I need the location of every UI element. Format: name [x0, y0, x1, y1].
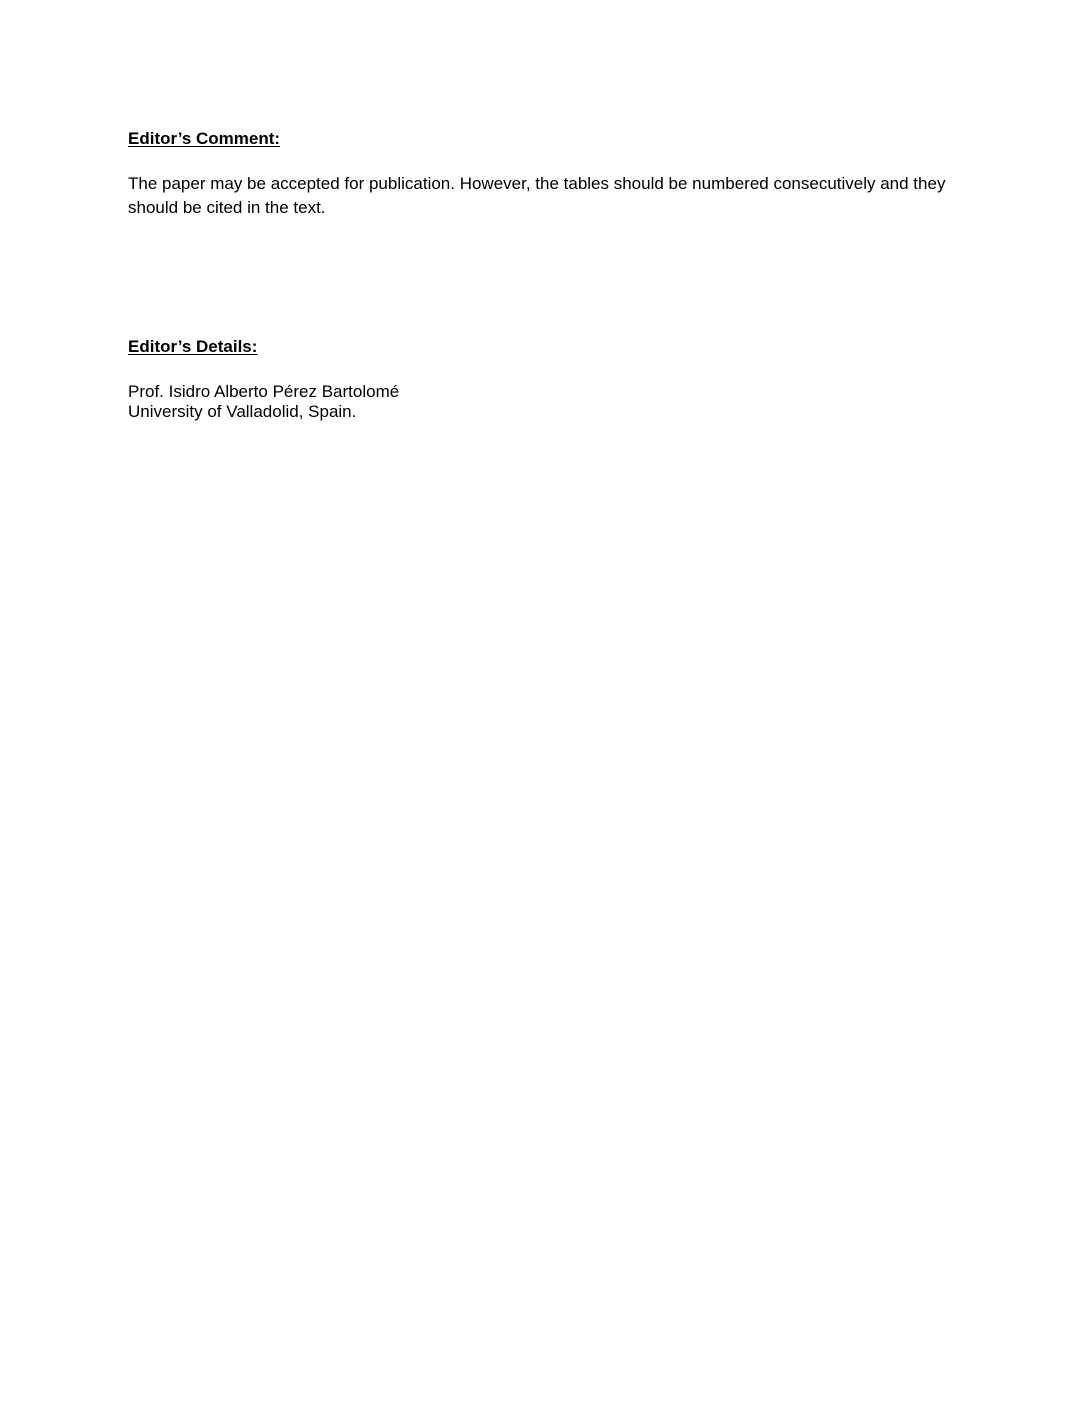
editor-comment-heading: Editor’s Comment:	[128, 129, 281, 148]
editor-affiliation: University of Valladolid, Spain.	[128, 402, 357, 421]
editor-details-heading: Editor’s Details:	[128, 337, 258, 356]
editor-name: Prof. Isidro Alberto Pérez Bartolomé	[128, 382, 400, 401]
editor-comment-text: The paper may be accepted for publication. However, the tables should be numbered consecutively and they should be cited in the text.	[128, 174, 946, 217]
